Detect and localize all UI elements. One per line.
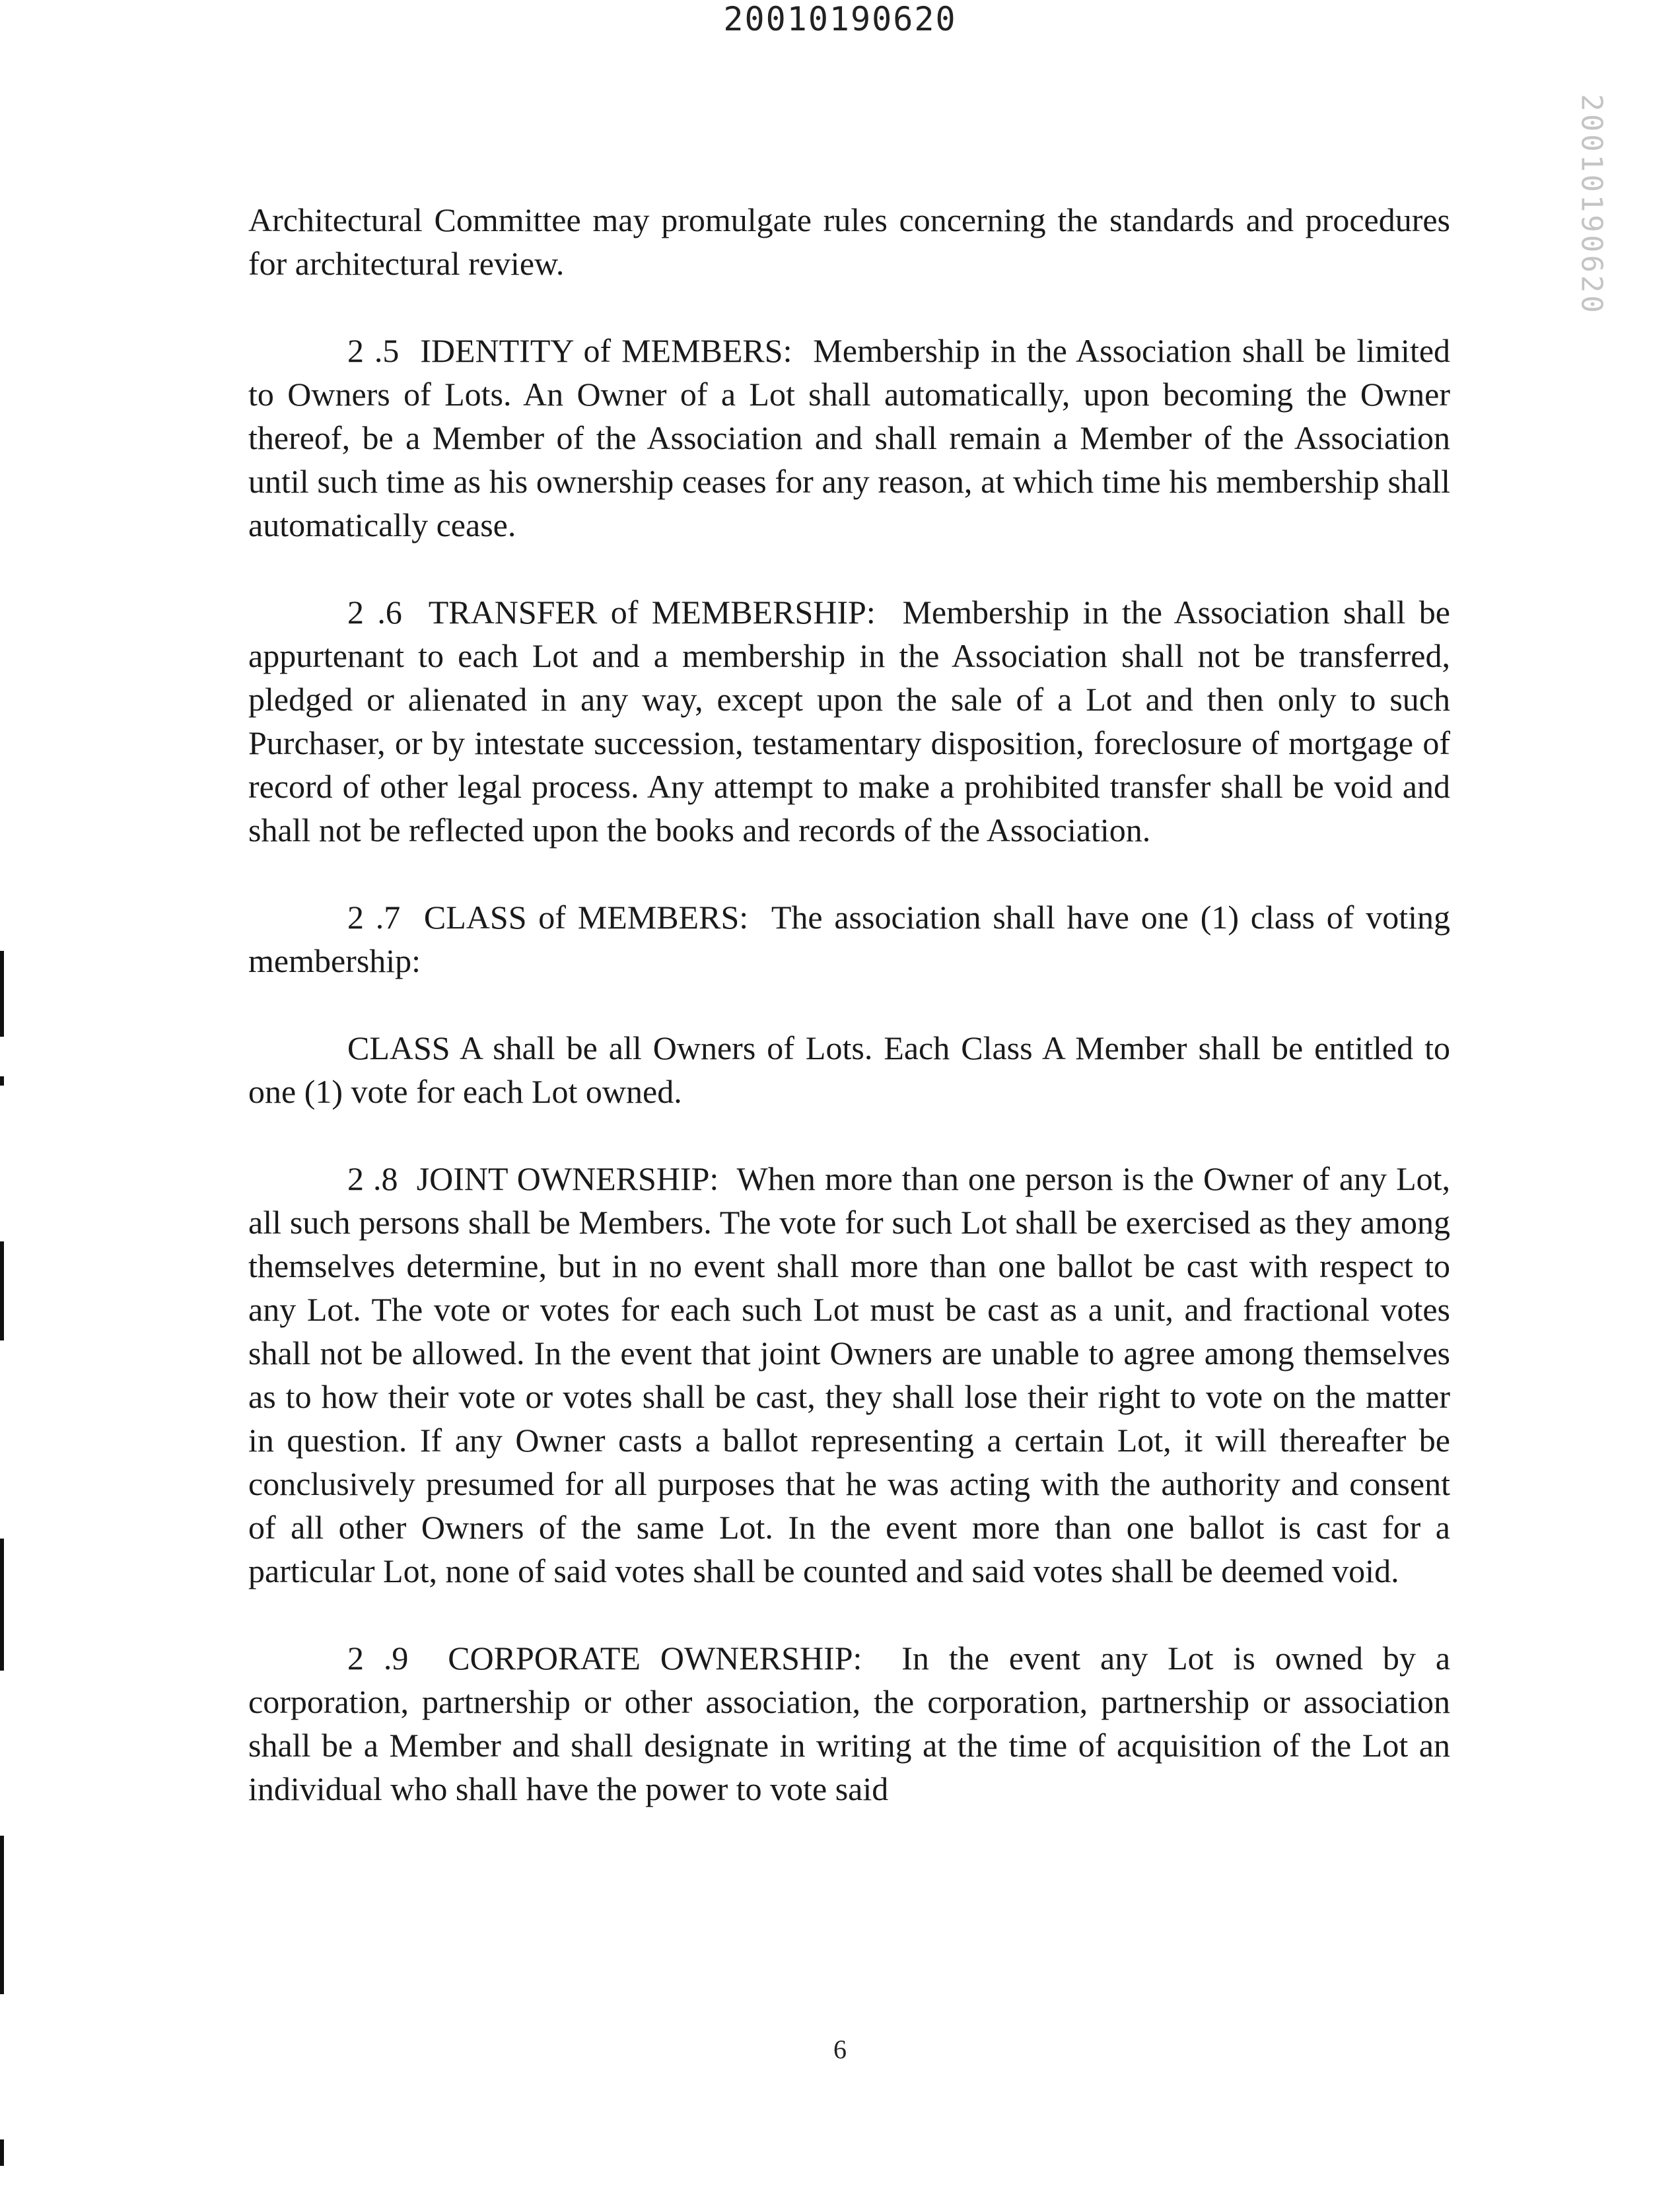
document-number: 20010190620 xyxy=(723,0,957,38)
section-number: 2 .6 xyxy=(347,594,402,631)
section-heading: CORPORATE OWNERSHIP: xyxy=(448,1640,862,1677)
scan-edge-mark xyxy=(0,1241,4,1340)
section-2-5 xyxy=(248,329,1450,547)
section-2-7 xyxy=(248,895,1450,983)
document-body xyxy=(248,198,1450,1811)
section-2-9 xyxy=(248,1636,1450,1811)
scan-edge-mark xyxy=(0,1076,4,1086)
side-stamp-text: 20010190620 xyxy=(1574,94,1609,316)
section-number: 2 .5 xyxy=(347,332,400,369)
section-number: 2 .8 xyxy=(347,1160,398,1197)
scan-edge-mark xyxy=(0,1836,4,1994)
section-text: Membership in the Association shall be limited to Owners of Lots. An Owner of a Lot shall automatically, upon becoming the Owner thereof, be a Member of the Association and shall remain a Member of the Association until such time as his ownership ceases for any reason, at which time his membership shall automatically cease. xyxy=(248,332,1451,543)
scan-edge-mark xyxy=(0,1539,4,1671)
section-text: The association shall have one (1) class of voting membership: xyxy=(248,899,1451,979)
intro-paragraph: Architectural Committee may promulgate rules concerning the standards and procedures for architectural review. xyxy=(248,201,1450,282)
page-number: 6 xyxy=(833,2034,847,2064)
section-heading: CLASS of MEMBERS: xyxy=(423,899,749,936)
scan-edge-mark xyxy=(0,951,4,1037)
section-text: Membership in the Association shall be appurtenant to each Lot and a membership in the Association shall not be transferred, pledged or alienated in any way, except upon the sale of a Lot and then only to such Purchaser, or by intestate succession, testamentary disposition, foreclosure of mortgage of record of other legal process. Any attempt to make a prohibited transfer shall be void and shall not be reflected upon the books and records of the Association. xyxy=(248,594,1450,849)
section-heading: TRANSFER of MEMBERSHIP: xyxy=(428,594,876,631)
side-stamp xyxy=(1572,92,1611,317)
section-heading: JOINT OWNERSHIP: xyxy=(416,1160,719,1197)
section-2-8 xyxy=(248,1157,1450,1593)
section-2-6 xyxy=(248,590,1450,852)
section-heading: IDENTITY of MEMBERS: xyxy=(420,332,792,369)
section-number: 2 .9 xyxy=(347,1640,409,1677)
scan-edge-mark xyxy=(0,2139,4,2166)
section-text: In the event any Lot is owned by a corporation, partnership or other association, the corporation, partnership or association shall be a Member and shall designate in writing at the time of acquisition of the Lot an individual who shall have the power to vote said xyxy=(248,1640,1451,1807)
section-number: 2 .7 xyxy=(347,899,401,936)
class-a-paragraph: CLASS A shall be all Owners of Lots. Each Class A Member shall be entitled to one (1) vote for each Lot owned. xyxy=(248,1029,1450,1110)
section-text: When more than one person is the Owner of any Lot, all such persons shall be Members. The vote for such Lot shall be exercised as they among themselves determine, but in no event shall more than one ballot be cast with respect to any Lot. The vote or votes for each such Lot must be cast as a unit, and fractional votes shall not be allowed. In the event that joint Owners are unable to agree among themselves as to how their vote or votes shall be cast, they shall lose their right to vote on the matter in question. If any Owner casts a ballot representing a certain Lot, it will thereafter be conclusively presumed for all purposes that he was acting with the authority and consent of all other Owners of the same Lot. In the event more than one ballot is cast for a particular Lot, none of said votes shall be counted and said votes shall be deemed void. xyxy=(248,1160,1451,1589)
